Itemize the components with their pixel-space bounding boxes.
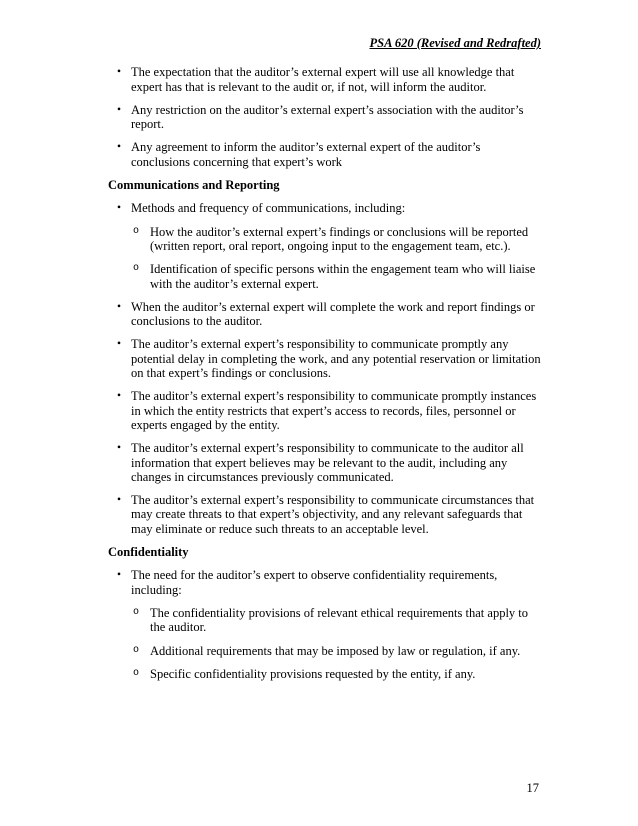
bullet-marker: • — [117, 338, 122, 351]
sub-bullet-marker: o — [133, 225, 140, 237]
bullet-item — [0, 201, 541, 215]
sub-bullet-item — [0, 606, 541, 635]
bullet-text: The auditor’s external expert’s responsibility to communicate to the auditor all information that expert believes may be relevant to the audit, including any changes in circumstances previously communicated. — [131, 441, 524, 484]
bullet-item — [0, 568, 541, 597]
bullet-marker: • — [117, 569, 122, 582]
sub-bullet-item — [0, 667, 541, 681]
bullet-item — [0, 389, 541, 432]
sub-bullet-text: Identification of specific persons within the engagement team who will liaise with the auditor’s external expert. — [150, 262, 536, 291]
bullet-text: Any restriction on the auditor’s external expert’s association with the auditor’s report. — [131, 102, 524, 132]
document-body — [0, 65, 638, 681]
sub-bullet-text: Additional requirements that may be imposed by law or regulation, if any. — [150, 643, 521, 658]
bullet-marker: • — [117, 141, 122, 154]
bullet-item — [0, 103, 541, 132]
sub-bullet-text: The confidentiality provisions of relevant ethical requirements that apply to the auditor. — [150, 605, 529, 635]
bullet-text: Methods and frequency of communications, including: — [131, 201, 406, 216]
bullet-item — [0, 65, 541, 94]
bullet-marker: • — [117, 494, 122, 507]
bullet-item — [0, 140, 541, 169]
bullet-marker: • — [117, 390, 122, 403]
page-number: 17 — [526, 780, 539, 795]
bullet-text: Any agreement to inform the auditor’s external expert of the auditor’s conclusions concerning that expert’s work — [131, 140, 481, 169]
sub-bullet-item — [0, 225, 541, 254]
sub-bullet-text: Specific confidentiality provisions requested by the entity, if any. — [150, 666, 476, 681]
bullet-marker: • — [117, 66, 122, 79]
section-heading-communications: Communications and Reporting — [108, 178, 280, 193]
sub-bullet-marker: o — [133, 667, 140, 679]
section-heading-confidentiality: Confidentiality — [108, 545, 189, 560]
bullet-marker: • — [117, 202, 122, 215]
bullet-item — [0, 337, 541, 380]
bullet-item — [0, 493, 541, 536]
bullet-text: When the auditor’s external expert will complete the work and report findings or conclusions to the auditor. — [131, 299, 535, 329]
sub-bullet-item — [0, 262, 541, 291]
sub-bullet-item — [0, 644, 541, 658]
bullet-marker: • — [117, 442, 122, 455]
bullet-text: The auditor’s external expert’s responsibility to communicate circumstances that may create threats to that expert’s objectivity, and any relevant safeguards that may eliminate or reduce such threats to an acceptable level. — [131, 493, 535, 536]
bullet-text: The expectation that the auditor’s external expert will use all knowledge that expert has that is relevant to the audit or, if not, will inform the auditor. — [131, 65, 515, 94]
sub-bullet-marker: o — [133, 263, 140, 275]
bullet-text: The need for the auditor’s expert to observe confidentiality requirements, including: — [131, 568, 498, 597]
bullet-item — [0, 300, 541, 329]
bullet-text: The auditor’s external expert’s responsibility to communicate promptly instances in which the entity restricts that expert’s access to records, files, personnel or experts engaged by the entity. — [131, 389, 537, 432]
bullet-item — [0, 441, 541, 484]
sub-bullet-marker: o — [133, 606, 140, 618]
bullet-text: The auditor’s external expert’s responsibility to communicate promptly any potential delay in completing the work, and any potential reservation or limitation on that expert’s findings or conclusions. — [131, 337, 541, 381]
sub-bullet-marker: o — [133, 644, 140, 656]
running-header: PSA 620 (Revised and Redrafted) — [369, 36, 541, 50]
sub-bullet-text: How the auditor’s external expert’s findings or conclusions will be reported (written report, oral report, ongoing input to the engagement team, etc.). — [150, 224, 529, 253]
bullet-marker: • — [117, 300, 122, 313]
bullet-marker: • — [117, 103, 122, 116]
